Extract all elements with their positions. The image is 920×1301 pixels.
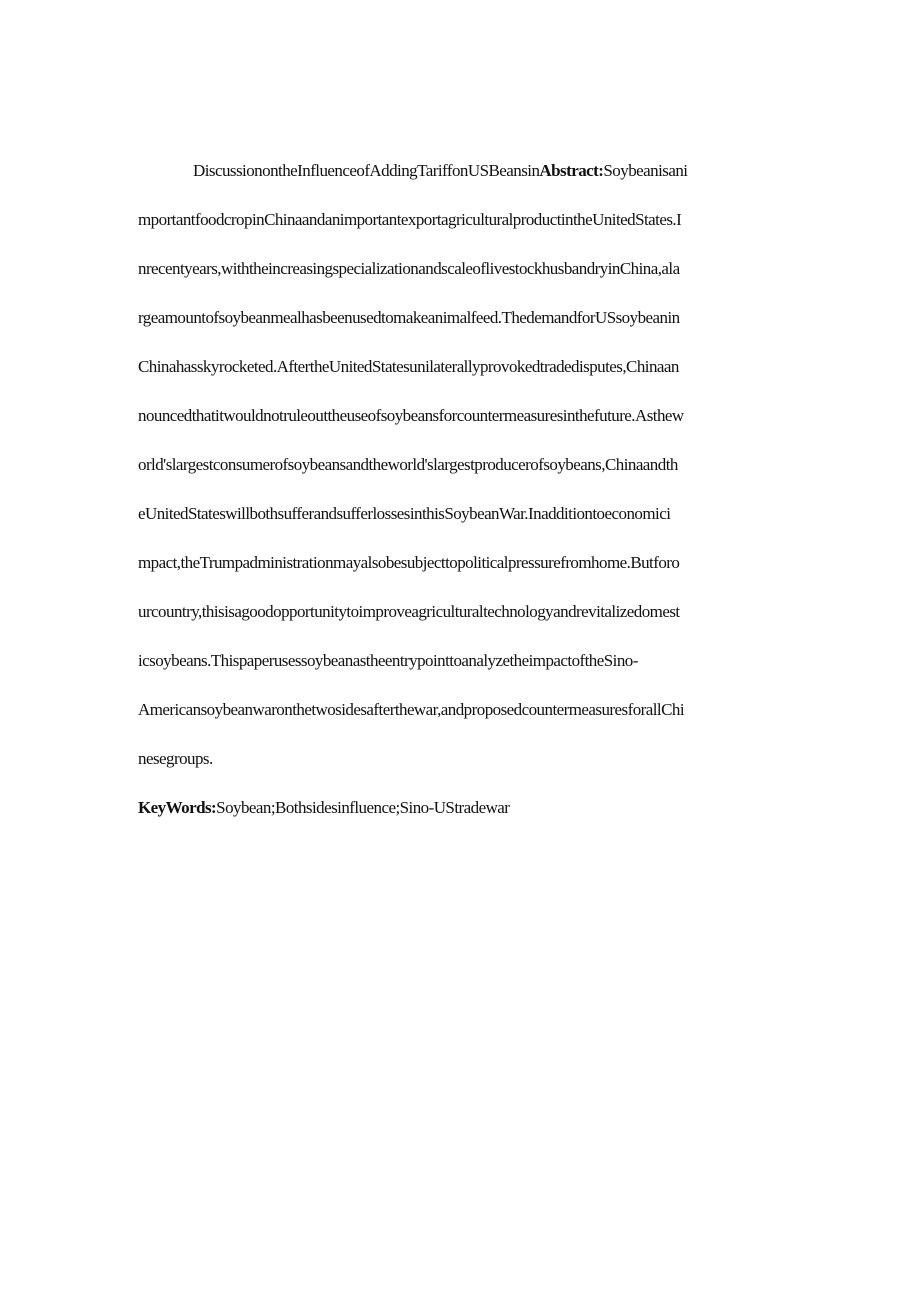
keywords-line bbox=[138, 796, 509, 820]
abstract-text-start: Soybeanisani bbox=[603, 161, 688, 180]
abstract-line: mportantfoodcropinChinaandanimportantexportagriculturalproductintheUnitedStates.I bbox=[138, 210, 682, 229]
abstract-line: icsoybeans.ThispaperusessoybeanastheentrypointtoanalyzetheimpactoftheSino- bbox=[138, 651, 638, 670]
abstract-line: nesegroups. bbox=[138, 749, 213, 768]
abstract-line: Americansoybeanwaronthetwosidesafterthewar,andproposedcountermeasuresforallChi bbox=[138, 700, 685, 719]
abstract-line: nouncedthatitwouldnotruleouttheuseofsoybeansforcountermeasuresinthefuture.Asthew bbox=[138, 406, 684, 425]
keywords-text: Soybean;Bothsidesinfluence;Sino-UStradewar bbox=[216, 798, 510, 817]
keywords-label: KeyWords: bbox=[138, 798, 217, 817]
abstract-line: Chinahasskyrocketed.AftertheUnitedStatesunilaterallyprovokedtradedisputes,Chinaan bbox=[138, 357, 679, 376]
abstract-line: rgeamountofsoybeanmealhasbeenusedtomakeanimalfeed.ThedemandforUSsoybeanin bbox=[138, 308, 680, 327]
abstract-first-line bbox=[193, 159, 687, 183]
abstract-label: Abstract: bbox=[539, 161, 604, 180]
abstract-line: urcountry,thisisagoodopportunitytoimproveagriculturaltechnologyandrevitalizedomest bbox=[138, 602, 680, 621]
document-title-text: DiscussionontheInfluenceofAddingTariffonUSBeansin bbox=[193, 161, 540, 180]
abstract-line: mpact,theTrumpadministrationmayalsobesubjecttopoliticalpressurefromhome.Butforo bbox=[138, 553, 680, 572]
abstract-line: orld'slargestconsumerofsoybeansandtheworld'slargestproducerofsoybeans,Chinaandth bbox=[138, 455, 678, 474]
abstract-line: nrecentyears,withtheincreasingspecializationandscaleoflivestockhusbandryinChina,ala bbox=[138, 259, 680, 278]
abstract-line: eUnitedStateswillbothsufferandsufferlossesinthisSoybeanWar.Inadditiontoeconomici bbox=[138, 504, 671, 523]
